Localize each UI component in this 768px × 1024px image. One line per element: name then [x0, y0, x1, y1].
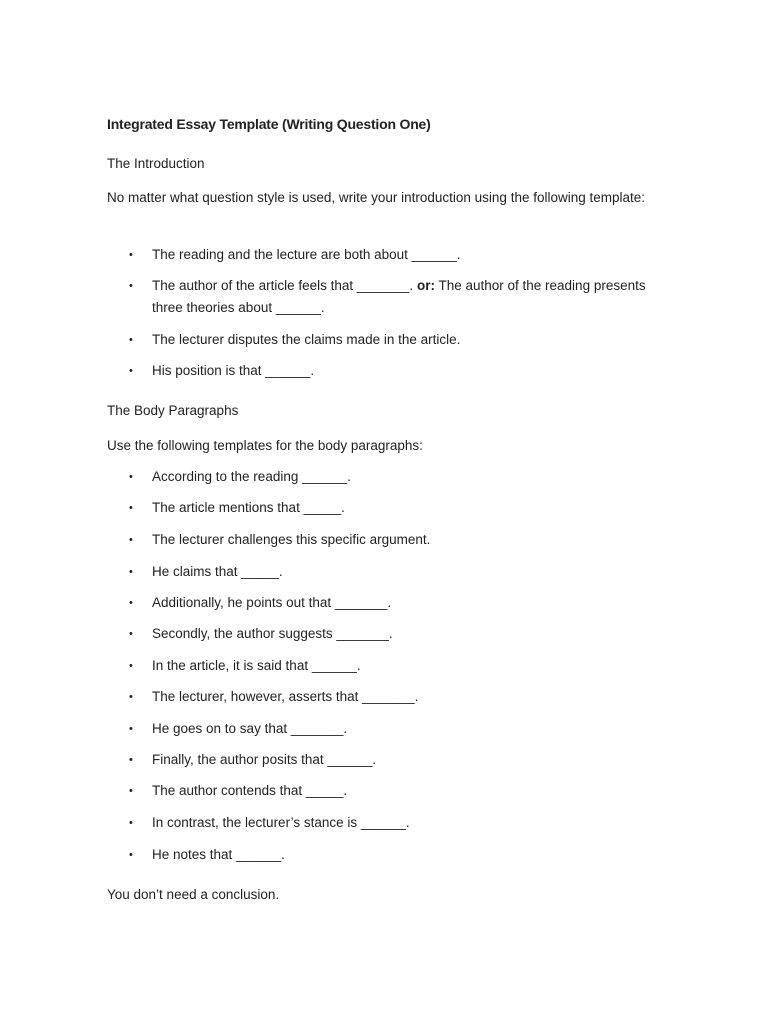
list-item-text: The lecturer disputes the claims made in the article. [152, 332, 461, 347]
bullet-icon: • [129, 249, 133, 261]
introduction-paragraph: No matter what question style is used, write your introduction using the following template: [107, 190, 646, 205]
bullet-icon: • [129, 817, 133, 829]
list-item [107, 749, 667, 771]
list-item [107, 655, 667, 677]
introduction-heading: The Introduction [107, 156, 205, 171]
list-item [107, 844, 667, 866]
bullet-icon: • [129, 754, 133, 766]
body-list [107, 844, 667, 866]
bullet-icon: • [129, 660, 133, 672]
list-item-text: He notes that ______. [152, 847, 285, 862]
body-list [107, 561, 667, 583]
list-item [107, 497, 667, 519]
body-list [107, 812, 667, 834]
introduction-list [107, 275, 667, 319]
body-paragraph: Use the following templates for the body paragraphs: [107, 438, 423, 453]
bullet-icon: • [129, 566, 133, 578]
body-list [107, 592, 667, 614]
body-list [107, 497, 667, 519]
body-paragraphs-heading: The Body Paragraphs [107, 403, 239, 418]
body-list [107, 529, 667, 551]
list-item-text: The reading and the lecture are both about ______. [152, 247, 461, 262]
list-item-text: Additionally, he points out that _______. [152, 595, 392, 610]
body-list [107, 780, 667, 802]
list-item-text: The lecturer challenges this specific argument. [152, 532, 431, 547]
list-item [107, 718, 667, 740]
introduction-list [107, 360, 667, 382]
list-item-text: Finally, the author posits that ______. [152, 752, 377, 767]
list-item [107, 529, 667, 551]
list-item-text: The author of the reading presents three theories about ______. [152, 278, 646, 315]
list-item-text: He claims that _____. [152, 564, 283, 579]
body-list [107, 466, 667, 488]
bullet-icon: • [129, 502, 133, 514]
bullet-icon: • [129, 628, 133, 640]
list-item-text: Secondly, the author suggests _______. [152, 626, 393, 641]
bullet-icon: • [129, 691, 133, 703]
bullet-icon: • [129, 723, 133, 735]
body-list [107, 623, 667, 645]
bullet-icon: • [129, 280, 133, 292]
or-label: or: [416, 278, 435, 293]
list-item-text: The lecturer, however, asserts that _______. [152, 689, 419, 704]
list-item [107, 561, 667, 583]
body-list [107, 686, 667, 708]
list-item [107, 686, 667, 708]
list-item-text: In contrast, the lecturer’s stance is ______. [152, 815, 410, 830]
list-item [107, 592, 667, 614]
body-list [107, 749, 667, 771]
list-item-text: He goes on to say that _______. [152, 721, 348, 736]
list-item-text: The author of the article feels that _______. [152, 278, 414, 293]
bullet-icon: • [129, 534, 133, 546]
list-item-text: His position is that ______. [152, 363, 315, 378]
body-list [107, 718, 667, 740]
list-item-text: According to the reading ______. [152, 469, 351, 484]
list-item [107, 466, 667, 488]
bullet-icon: • [129, 849, 133, 861]
bullet-icon: • [129, 785, 133, 797]
bullet-icon: • [129, 597, 133, 609]
closing-text: You don’t need a conclusion. [107, 887, 280, 902]
bullet-icon: • [129, 471, 133, 483]
list-item [107, 244, 667, 266]
list-item-text: In the article, it is said that ______. [152, 658, 361, 673]
document-title: Integrated Essay Template (Writing Question One) [107, 116, 431, 132]
bullet-icon: • [129, 334, 133, 346]
list-item [107, 329, 667, 351]
list-item-text: The author contends that _____. [152, 783, 348, 798]
list-item [107, 275, 667, 319]
bullet-icon: • [129, 365, 133, 377]
list-item-text: The article mentions that _____. [152, 500, 345, 515]
introduction-list [107, 244, 667, 266]
list-item [107, 360, 667, 382]
list-item [107, 812, 667, 834]
body-list [107, 655, 667, 677]
list-item [107, 623, 667, 645]
list-item [107, 780, 667, 802]
introduction-list [107, 329, 667, 351]
